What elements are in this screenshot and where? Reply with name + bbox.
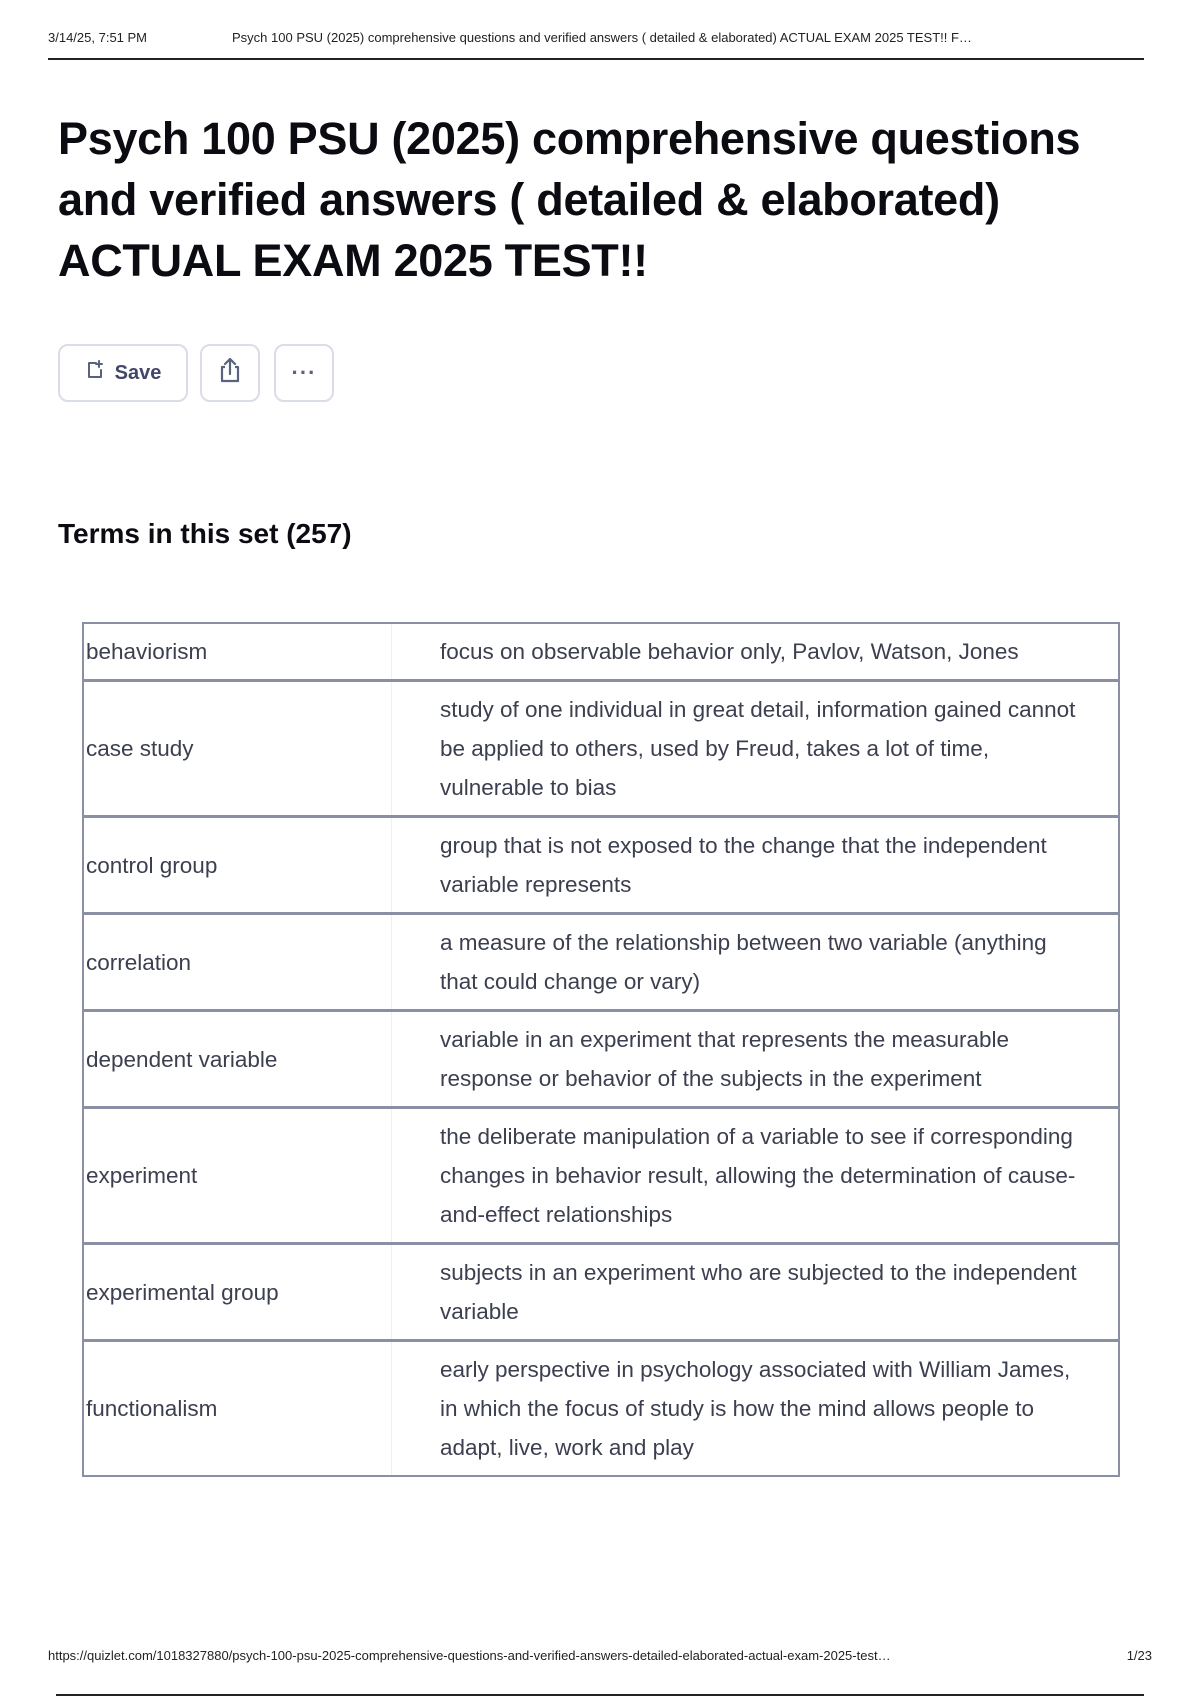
term-text: correlation xyxy=(83,914,392,1011)
term-row xyxy=(83,1341,1119,1477)
definition-text: group that is not exposed to the change that the independent variable represents xyxy=(440,833,1047,897)
definition-text: subjects in an experiment who are subjected to the independent variable xyxy=(440,1260,1077,1324)
term-row xyxy=(83,914,1119,1011)
term-text: control group xyxy=(83,817,392,914)
save-button[interactable] xyxy=(58,344,188,402)
share-button[interactable] xyxy=(200,344,260,402)
page-number: 1/23 xyxy=(1126,1648,1152,1663)
print-url: https://quizlet.com/1018327880/psych-100-psu-2025-comprehensive-questions-and-verified-answers-detailed-elaborated-actual-exam-2025-test… xyxy=(48,1648,891,1663)
definition-text: study of one individual in great detail, information gained cannot be applied to others, used by Freud, takes a lot of time, vulnerable to bias xyxy=(440,697,1076,800)
terms-section-heading: Terms in this set (257) xyxy=(58,518,352,549)
print-date: 3/14/25, 7:51 PM xyxy=(48,30,148,45)
terms-table xyxy=(82,622,1120,1477)
term-text: functionalism xyxy=(83,1341,392,1477)
definition-text: focus on observable behavior only, Pavlov, Watson, Jones xyxy=(440,639,1019,664)
more-icon: ··· xyxy=(291,360,317,385)
term-row xyxy=(83,1108,1119,1244)
definition-text: a measure of the relationship between two variable (anything that could change or vary) xyxy=(440,930,1047,994)
definition-text: variable in an experiment that represents the measurable response or behavior of the subjects in the experiment xyxy=(440,1027,1010,1091)
term-row xyxy=(83,1244,1119,1341)
term-text: experiment xyxy=(83,1108,392,1244)
definition-text: the deliberate manipulation of a variable to see if corresponding changes in behavior result, allowing the determination of cause-and-effect relationships xyxy=(440,1124,1076,1227)
bookmark-add-icon xyxy=(85,360,105,386)
term-text: dependent variable xyxy=(83,1011,392,1108)
term-row xyxy=(83,681,1119,817)
print-header xyxy=(48,30,1144,60)
term-row xyxy=(83,1011,1119,1108)
page-title: Psych 100 PSU (2025) comprehensive questions and verified answers ( detailed & elaborated) ACTUAL EXAM 2025 TEST!! xyxy=(58,113,1081,286)
term-text: behaviorism xyxy=(83,623,392,681)
term-text: experimental group xyxy=(83,1244,392,1341)
term-row xyxy=(83,623,1119,681)
print-doc-title: Psych 100 PSU (2025) comprehensive questions and verified answers ( detailed & elaborated) ACTUAL EXAM 2025 TEST!! F… xyxy=(232,30,972,45)
print-footer xyxy=(48,1648,1152,1698)
term-text: case study xyxy=(83,681,392,817)
definition-text: early perspective in psychology associated with William James, in which the focus of study is how the mind allows people to adapt, live, work and play xyxy=(440,1357,1071,1460)
save-button-label: Save xyxy=(114,361,162,384)
footer-divider xyxy=(56,1694,1144,1696)
share-icon xyxy=(217,356,243,390)
term-row xyxy=(83,817,1119,914)
more-options-button[interactable] xyxy=(274,344,334,402)
